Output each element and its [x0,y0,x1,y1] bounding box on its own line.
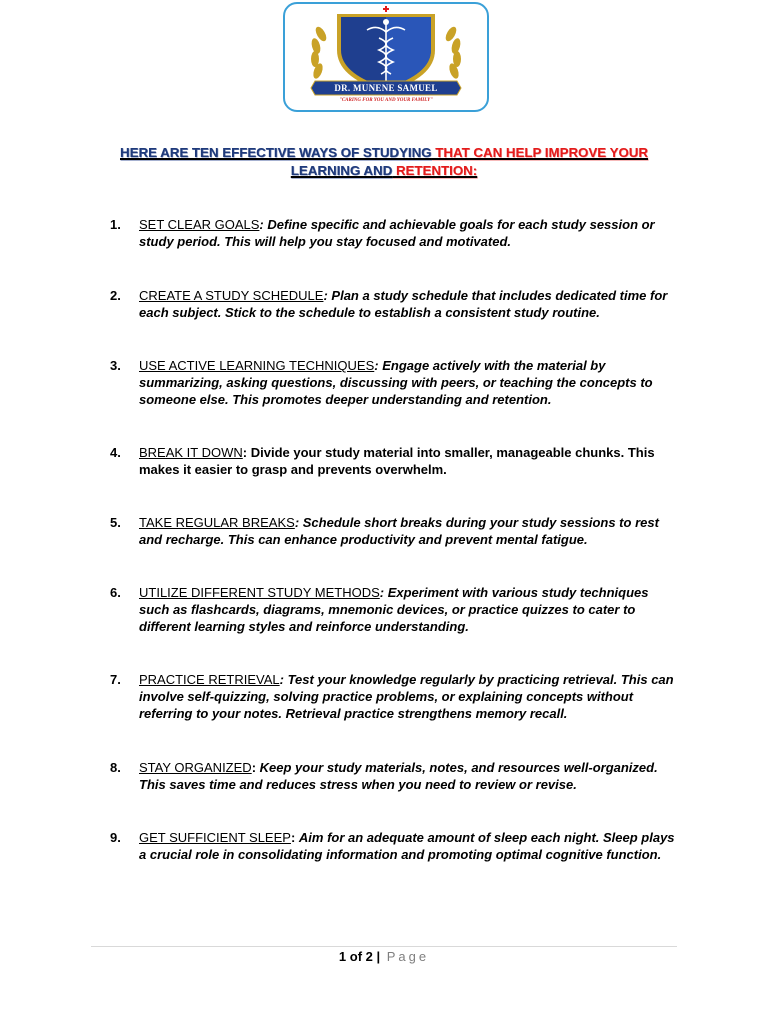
item-separator: : [259,217,268,232]
item-number: 5. [110,515,121,530]
item-separator: : [251,760,260,775]
footer-divider [91,946,677,947]
page-label: Page [380,949,430,964]
heading-part-blue-1: HERE ARE TEN EFFECTIVE WAYS OF STUDYING [120,145,432,160]
item-title: SET CLEAR GOALS [139,217,260,232]
item-title: USE ACTIVE LEARNING TECHNIQUES [139,358,375,373]
heading-part-red-1: THAT CAN HELP IMPROVE YOUR [431,145,648,160]
item-separator: : [374,358,383,373]
item-description: Experiment with various study techniques such as flashcards, diagrams, mnemonic devices, or practice quizzes to cater to different learning styles and reinforce understanding. [139,585,649,634]
item-title: UTILIZE DIFFERENT STUDY METHODS [139,585,380,600]
item-description: Schedule short breaks during your study sessions to rest and recharge. This can enhance productivity and prevent mental fatigue. [139,515,659,547]
item-separator: : [290,830,299,845]
item-separator: : [379,585,388,600]
item-description: Define specific and achievable goals for each study session or study period. This will help you stay focused and motivated. [139,217,655,249]
item-description: Engage actively with the material by summarizing, asking questions, discussing with peers, or teaching the concepts to someone else. This promotes deeper understanding and retention. [139,358,653,407]
item-number: 4. [110,445,121,460]
item-description: Plan a study schedule that includes dedicated time for each subject. Stick to the schedule to establish a consistent study routine. [139,288,668,320]
item-title: GET SUFFICIENT SLEEP [139,830,291,845]
logo-tagline: "CARING FOR YOU AND YOUR FAMILY" [339,98,433,103]
item-number: 8. [110,760,121,775]
item-separator: : [279,672,288,687]
item-number: 9. [110,830,121,845]
item-title: BREAK IT DOWN [139,445,243,460]
logo-name: DR. MUNENE SAMUEL [334,83,438,93]
item-number: 7. [110,672,121,687]
item-separator: : [242,445,251,460]
item-description: Keep your study materials, notes, and resources well-organized. This saves time and reduces stress when you need to review or revise. [139,760,658,792]
item-number: 6. [110,585,121,600]
item-title: CREATE A STUDY SCHEDULE [139,288,324,303]
item-title: PRACTICE RETRIEVAL [139,672,280,687]
item-separator: : [294,515,303,530]
item-number: 1. [110,217,121,232]
item-description: Test your knowledge regularly by practicing retrieval. This can involve self-quizzing, solving practice problems, or explaining concepts without referring to your notes. Retrieval practice strengthens memory recall. [139,672,674,721]
heading-part-red-2: RETENTION: [392,163,478,178]
item-separator: : [323,288,332,303]
item-title: TAKE REGULAR BREAKS [139,515,295,530]
item-title: STAY ORGANIZED [139,760,252,775]
heading-part-blue-2: LEARNING AND [290,163,393,178]
item-description: Divide your study material into smaller, manageable chunks. This makes it easier to grasp and prevents overwhelm. [139,445,655,477]
item-number: 2. [110,288,121,303]
page-footer [0,948,768,965]
item-description: Aim for an adequate amount of sleep each night. Sleep plays a crucial role in consolidating information and promoting optimal cognitive function. [139,830,675,862]
item-number: 3. [110,358,121,373]
page-number: 1 of 2 | [338,949,381,964]
